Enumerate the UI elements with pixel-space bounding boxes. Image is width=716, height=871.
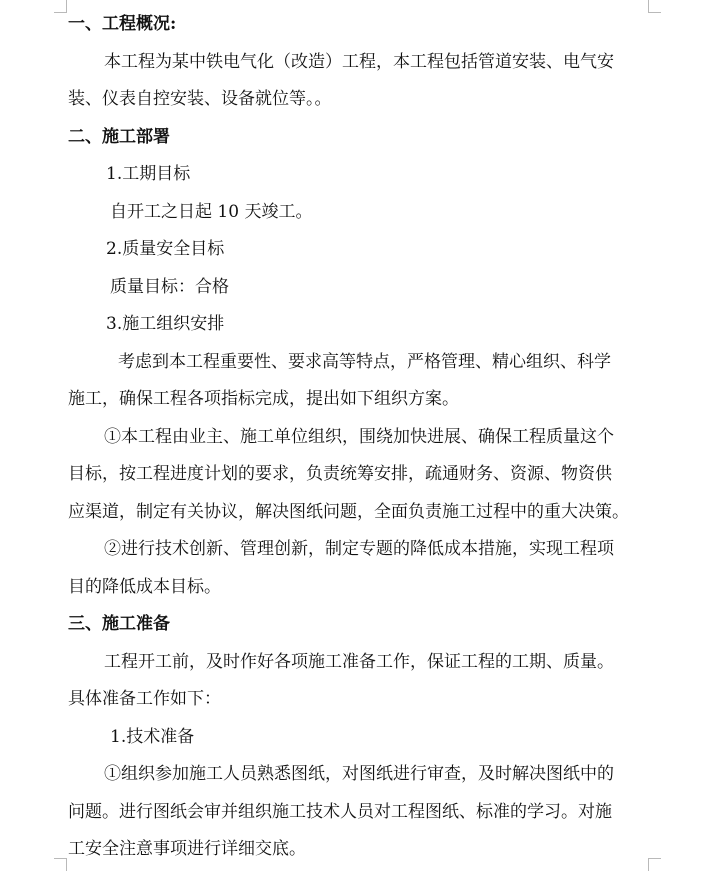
section-heading-overview: 一、工程概况: — [68, 14, 177, 34]
paragraph-line: 具体准备工作如下： — [68, 689, 221, 709]
list-item-quality-goal: 2.质量安全目标 — [106, 239, 225, 259]
section-heading-deployment: 二、施工部署 — [68, 126, 170, 147]
paragraph-line: ①本工程由业主、施工单位组织，围绕加快进展、确保工程质量这个 — [104, 426, 614, 447]
paragraph-line: 工安全注意事项进行详细交底。 — [68, 839, 306, 859]
paragraph-line: 工程开工前，及时作好各项施工准备工作，保证工程的工期、质量。 — [104, 651, 614, 672]
paragraph-line: 施工，确保工程各项指标完成，提出如下组织方案。 — [68, 389, 459, 409]
paragraph-line: 质量目标：合格 — [110, 276, 229, 297]
crop-mark-bottom-left — [54, 858, 67, 871]
crop-mark-top-left — [54, 0, 67, 13]
paragraph-line: 本工程为某中铁电气化（改造）工程，本工程包括管道安装、电气安 — [104, 51, 614, 72]
document-page — [68, 6, 648, 869]
paragraph-line: 目标，按工程进度计划的要求，负责统筹安排，疏通财务、资源、物资供 — [68, 464, 612, 484]
list-item-organization: 3.施工组织安排 — [106, 314, 225, 334]
list-item-technical-prep: 1.技术准备 — [110, 726, 195, 747]
section-heading-preparation: 三、施工准备 — [68, 614, 170, 634]
paragraph-line: 装、仪表自控安装、设备就位等。。 — [68, 89, 332, 109]
paragraph-line: 问题。进行图纸会审并组织施工技术人员对工程图纸、标准的学习。对施 — [68, 801, 612, 822]
paragraph-line: 考虑到本工程重要性、要求高等特点，严格管理、精心组织、科学 — [118, 351, 611, 372]
paragraph-line: ①组织参加施工人员熟悉图纸，对图纸进行审查，及时解决图纸中的 — [104, 764, 614, 784]
paragraph-line: ②进行技术创新、管理创新，制定专题的降低成本措施，实现工程项 — [104, 539, 614, 559]
crop-mark-top-right — [648, 0, 661, 13]
paragraph-line: 应渠道，制定有关协议，解决图纸问题，全面负责施工过程中的重大决策。 — [68, 501, 629, 522]
paragraph-line: 自开工之日起 10 天竣工。 — [110, 201, 313, 222]
paragraph-line: 目的降低成本目标。 — [68, 576, 221, 597]
crop-mark-bottom-right — [648, 858, 661, 871]
list-item-schedule-goal: 1.工期目标 — [106, 164, 191, 184]
